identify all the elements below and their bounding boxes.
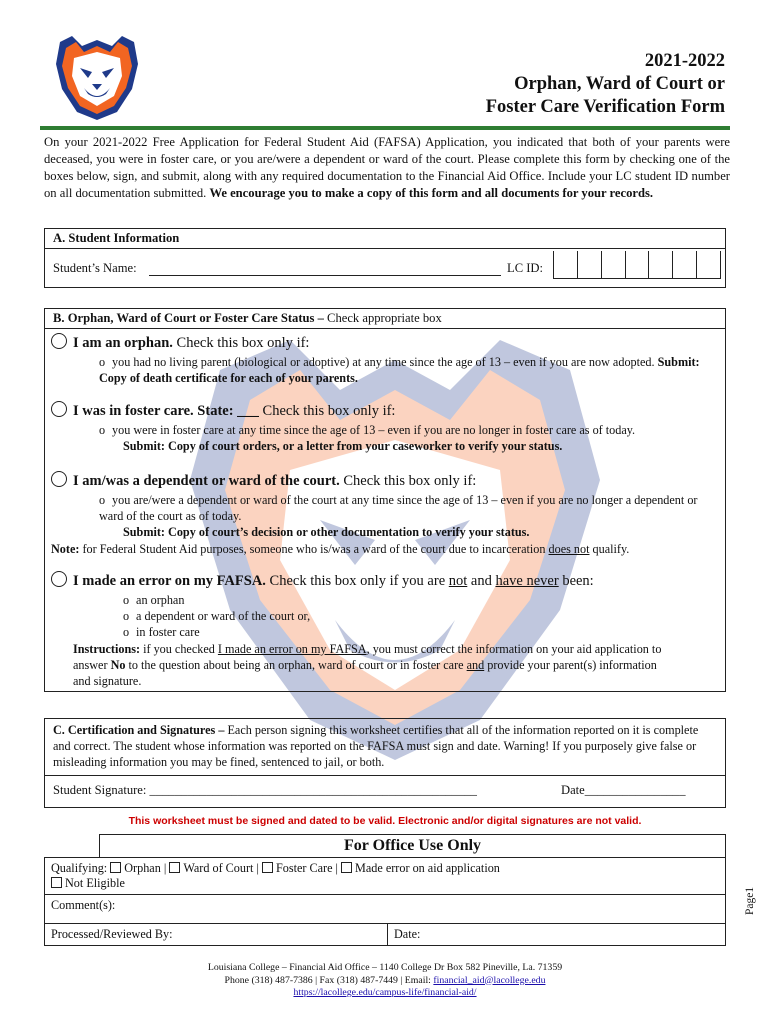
website-link[interactable]: https://lacollege.edu/campus-life/financial-aid/: [293, 987, 477, 998]
section-a-header: A. Student Information: [45, 229, 725, 249]
comments-field[interactable]: Comment(s):: [45, 895, 726, 924]
form-title: [486, 50, 725, 119]
section-a: [44, 228, 726, 288]
section-b-header: B. Orphan, Ward of Court or Foster Care Status – Check appropriate box: [45, 309, 725, 329]
foster-checkbox[interactable]: [262, 862, 273, 873]
orphan-submit: Submit: Copy of death certificate for each of your parents.: [99, 355, 700, 385]
ward-radio[interactable]: [51, 471, 67, 487]
ward-note: Note: for Federal Student Aid purposes, someone who is/was a ward of the court due to incarceration does not qualify.: [51, 542, 630, 556]
error-item-1: an orphan: [136, 593, 185, 607]
form-year: 2021-2022: [644, 51, 725, 71]
section-b-note: Check appropriate box: [327, 311, 442, 325]
validity-warning: This worksheet must be signed and dated to be valid. Electronic and/or digital signatures are not valid.: [128, 815, 642, 827]
processed-by-field[interactable]: Processed/Reviewed By:: [45, 924, 388, 946]
orphan-bullet: you had no living parent (biological or adoptive) at any time since the age of 13 – even if you are now adopted.: [112, 355, 655, 369]
section-b: [44, 308, 726, 692]
title-line-1: Orphan, Ward of Court or: [514, 74, 725, 94]
option-foster: I was in foster care. State: ___ Check this box only if: o you were in foster care at any time since the age of 13 – even if you are no longer in foster care as of today. Submit: Copy of court orders, or a letter from your caseworker to verify your status.: [51, 401, 721, 454]
intro-bold: We encourage you to make a copy of this form and all documents for your records.: [209, 186, 654, 200]
error-item-3: in foster care: [136, 625, 200, 639]
title-line-2: Foster Care Verification Form: [485, 97, 725, 117]
qualifying-row: Qualifying: Orphan | Ward of Court | Foster Care | Made error on aid application Not Eligible: [45, 858, 726, 895]
page-number: Page1: [744, 886, 756, 915]
signature-line[interactable]: Student Signature: ____________________________________________________: [53, 783, 477, 797]
intro-text: On your 2021-2022 Free Application for Federal Student Aid (FAFSA) Application, you indicated that both of your parents were deceased, you were in foster care, or you are/were a dependent or ward of the court. Please complete this form by checking one of the boxes below, sign, and submit, along with any required documentation to the Financial Aid Office. Include your LC student ID number on all documentation submitted.: [44, 135, 730, 200]
foster-bullet: you were in foster care at any time since the age of 13 – even if you are no longer in foster care as of today.: [112, 423, 636, 437]
ward-submit: Submit: Copy of court’s decision or other documentation to verify your status.: [123, 525, 530, 539]
orphan-checkbox[interactable]: [110, 862, 121, 873]
orphan-radio[interactable]: [51, 333, 67, 349]
footer: [40, 962, 730, 1000]
error-checkbox[interactable]: [341, 862, 352, 873]
office-date-field[interactable]: Date:: [388, 924, 726, 946]
section-c-text: C. Certification and Signatures – Each person signing this worksheet certifies that all of the information reported on it is complete and correct. The student whose information was reported on the FAFSA must sign and date. Warning! If you purposely give false or misleading information you may be fined, sentenced to jail, or both.: [45, 719, 725, 776]
option-error: I made an error on my FAFSA. Check this box only if you are not and have never been: o an orphan o a dependent or ward of the court or, o in foster care Instructions: if you checked I made an error on my FAFSA, you must correct the information on your aid application to answer No to the question about being an orphan, ward of court or in foster care and provide your parent(s) information and signature.: [51, 571, 721, 689]
not-eligible-checkbox[interactable]: [51, 877, 62, 888]
date-line[interactable]: Date________________: [561, 783, 686, 797]
footer-address: Louisiana College – Financial Aid Office – 1140 College Dr Box 582 Pineville, La. 71359: [207, 962, 563, 973]
intro-paragraph: [44, 134, 730, 202]
option-orphan: I am an orphan. Check this box only if: o you had no living parent (biological or adoptive) at any time since the age of 13 – even if you are now adopted. Submit: Copy of death certificate for each of your parents.: [51, 333, 721, 386]
option-ward: I am/was a dependent or ward of the court. Check this box only if: o you are/were a dependent or ward of the court at any time since the age of 13 – even if you are no longer a dependent or ward of the court as of today. Submit: Copy of court’s decision or other documentation to verify your status. Note: for Federal Student Aid purposes, someone who is/was a ward of the court due to incarceration does not qualify.: [51, 471, 721, 557]
error-radio[interactable]: [51, 571, 67, 587]
error-instructions: Instructions: if you checked I made an error on my FAFSA, you must correct the information on your aid application to answer No to the question about being an orphan, ward of court or in foster care and provide your parent(s) information and signature.: [73, 642, 662, 688]
lc-id-label: LC ID:: [507, 261, 544, 275]
student-name-field[interactable]: [149, 275, 501, 276]
ward-bullet: you are/were a dependent or ward of the court at any time since the age of 13 – even if you are no longer a dependent or ward of the court as of today.: [99, 493, 698, 523]
email-link[interactable]: financial_aid@lacollege.edu: [433, 974, 546, 986]
ward-checkbox[interactable]: [169, 862, 180, 873]
lc-id-field[interactable]: [553, 251, 721, 279]
office-title: For Office Use Only: [100, 835, 726, 858]
foster-submit: Submit: Copy of court orders, or a letter from your caseworker to verify your status.: [123, 439, 563, 453]
college-logo: [52, 34, 142, 120]
footer-contact: Phone (318) 487-7386 | Fax (318) 487-7449 | Email:: [224, 974, 431, 986]
error-item-2: a dependent or ward of the court or,: [136, 609, 311, 623]
office-use-section: [44, 834, 726, 946]
section-c: [44, 718, 726, 808]
student-name-label: Student’s Name:: [53, 261, 137, 275]
foster-radio[interactable]: [51, 401, 67, 417]
header-rule: [40, 126, 730, 130]
